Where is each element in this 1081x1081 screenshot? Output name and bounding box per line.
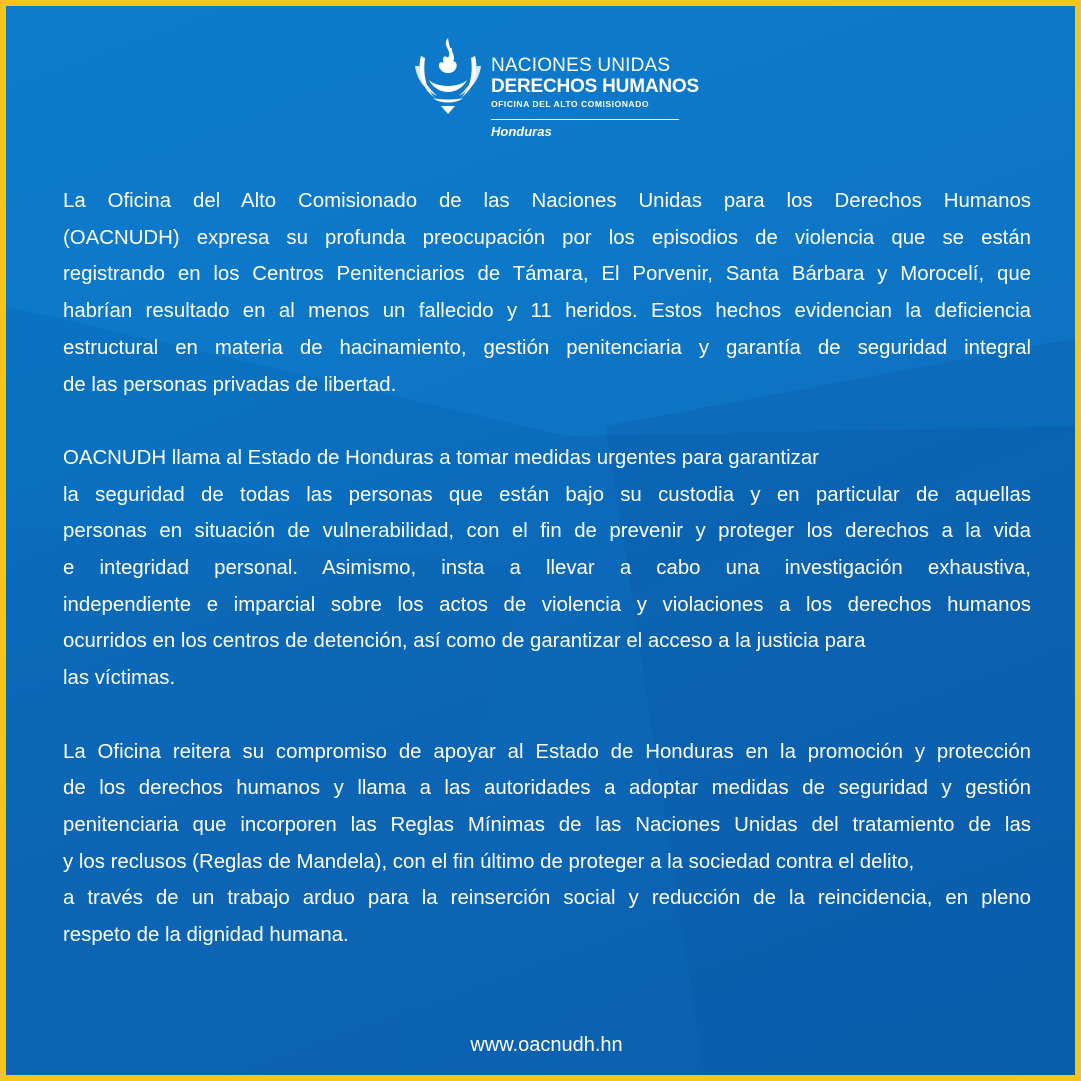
text-line: (OACNUDH) expresa su profunda preocupación por los episodios de violencia que se están — [63, 226, 1031, 249]
un-emblem-icon — [411, 36, 485, 116]
text-line: La Oficina reitera su compromiso de apoyar al Estado de Honduras en la promoción y protección — [63, 740, 1031, 763]
website-link[interactable]: www.oacnudh.hn — [470, 1034, 623, 1056]
un-human-rights-logo — [411, 36, 699, 146]
logo-divider — [491, 119, 679, 120]
text-line: OACNUDH llama al Estado de Honduras a tomar medidas urgentes para garantizar — [63, 446, 819, 469]
text-line: de las personas privadas de libertad. — [63, 373, 397, 396]
text-line: La Oficina del Alto Comisionado de las Naciones Unidas para los Derechos Humanos — [63, 190, 1031, 212]
paragraph-2 — [63, 440, 1031, 697]
text-line: las víctimas. — [63, 667, 176, 690]
text-line: de los derechos humanos y llama a las autoridades a adoptar medidas de seguridad y gestión — [63, 777, 1031, 800]
logo-line-office: OFICINA DEL ALTO COMISIONADO — [491, 99, 650, 109]
text-line: estructural en materia de hacinamiento, gestión penitenciaria y garantía de seguridad integral — [63, 336, 1031, 359]
text-line: registrando en los Centros Penitenciarios de Támara, El Porvenir, Santa Bárbara y Morocelí, que — [63, 263, 1031, 286]
logo-line-un: NACIONES UNIDAS — [491, 55, 671, 76]
text-line: y los reclusos (Reglas de Mandela), con el fin último de proteger a la sociedad contra el delito, — [63, 850, 915, 873]
logo-line-human-rights: DERECHOS HUMANOS — [491, 76, 699, 97]
text-line: respeto de la dignidad humana. — [63, 924, 349, 947]
text-line: a través de un trabajo arduo para la reinserción social y reducción de la reincidencia, en pleno — [63, 887, 1031, 910]
logo-line-country: Honduras — [491, 124, 552, 139]
statement-body — [63, 183, 1031, 990]
text-line: habrían resultado en al menos un fallecido y 11 heridos. Estos hechos evidencian la deficiencia — [63, 300, 1031, 323]
text-line: e integridad personal. Asimismo, insta a llevar a cabo una investigación exhaustiva, — [63, 557, 1031, 580]
text-line: penitenciaria que incorporen las Reglas Mínimas de las Naciones Unidas del tratamiento de las — [63, 813, 1031, 836]
paragraph-3 — [63, 734, 1031, 954]
logo-wordmark — [491, 56, 699, 111]
text-line: ocurridos en los centros de detención, así como de garantizar el acceso a la justicia para — [63, 630, 866, 653]
text-line: personas en situación de vulnerabilidad, con el fin de prevenir y proteger los derechos a la vida — [63, 520, 1031, 543]
paragraph-1 — [63, 183, 1031, 403]
text-line: independiente e imparcial sobre los actos de violencia y violaciones a los derechos humanos — [63, 593, 1031, 616]
text-line: la seguridad de todas las personas que están bajo su custodia y en particular de aquellas — [63, 483, 1031, 506]
